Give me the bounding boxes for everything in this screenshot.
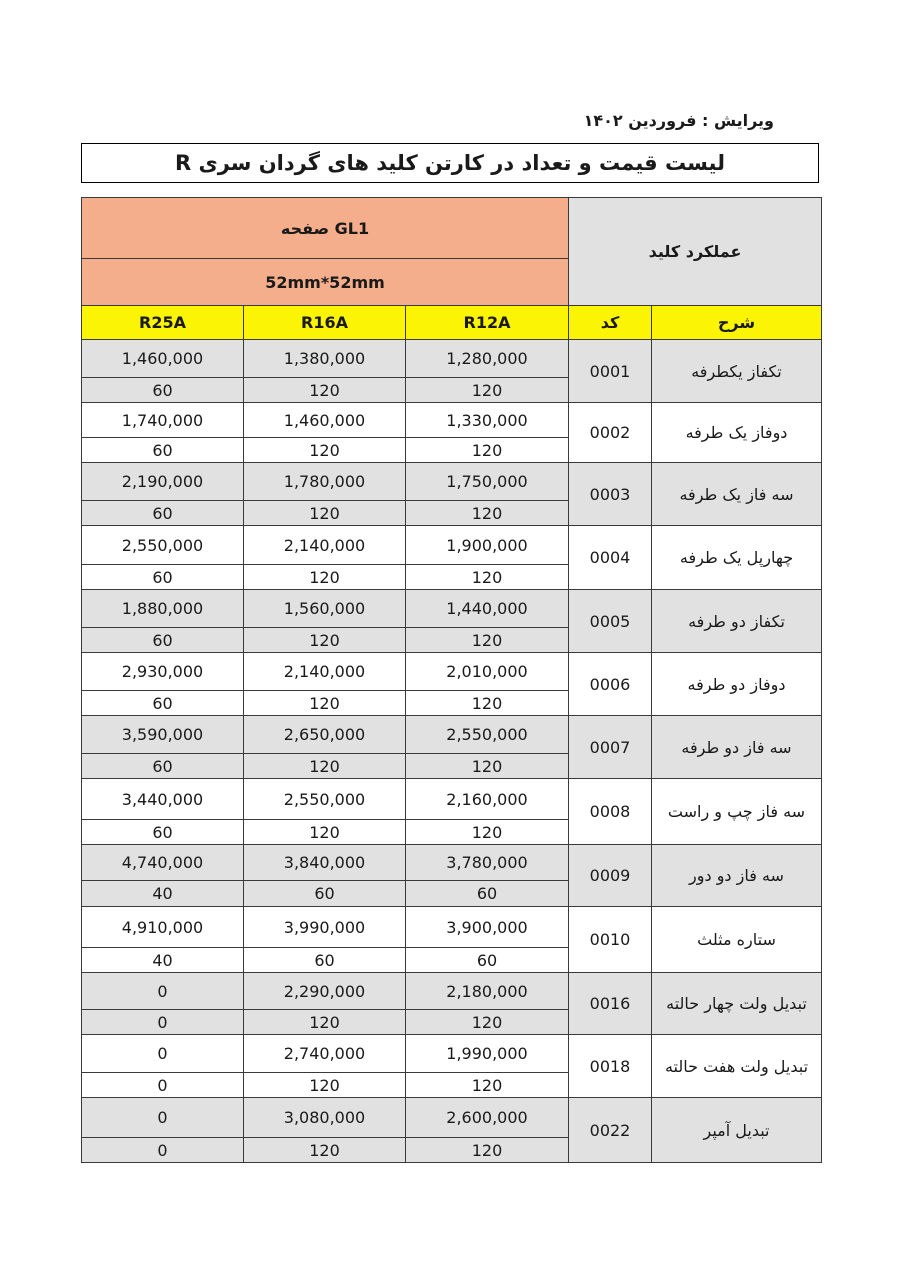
price-r25a: 1,740,000 xyxy=(82,403,244,438)
price-r16a: 1,560,000 xyxy=(244,590,406,628)
column-header-code: کد xyxy=(569,306,652,340)
page-title: لیست قیمت و تعداد در کارتن کلید های گردان سری R xyxy=(81,143,819,183)
qty-r25a: 60 xyxy=(82,820,244,845)
qty-r16a: 120 xyxy=(244,691,406,716)
price-r25a: 4,740,000 xyxy=(82,845,244,881)
table-row xyxy=(82,590,822,628)
qty-r16a: 120 xyxy=(244,628,406,653)
table-row xyxy=(82,845,822,881)
price-r25a: 0 xyxy=(82,1035,244,1073)
qty-r12a: 120 xyxy=(406,501,569,526)
item-description: تبدیل ولت هفت حالته xyxy=(652,1035,822,1098)
price-r25a: 0 xyxy=(82,973,244,1010)
price-r12a: 1,280,000 xyxy=(406,340,569,378)
price-r16a: 2,740,000 xyxy=(244,1035,406,1073)
item-code: 0016 xyxy=(569,973,652,1035)
item-description: سه فاز یک طرفه xyxy=(652,463,822,526)
qty-r25a: 40 xyxy=(82,881,244,907)
price-r12a: 2,600,000 xyxy=(406,1098,569,1138)
qty-r12a: 120 xyxy=(406,1010,569,1035)
qty-r16a: 120 xyxy=(244,754,406,779)
price-r12a: 1,900,000 xyxy=(406,526,569,565)
price-r12a: 1,440,000 xyxy=(406,590,569,628)
item-code: 0008 xyxy=(569,779,652,845)
price-r16a: 2,140,000 xyxy=(244,653,406,691)
item-description: تبدیل آمپر xyxy=(652,1098,822,1163)
price-r16a: 2,290,000 xyxy=(244,973,406,1010)
price-r12a: 3,900,000 xyxy=(406,907,569,948)
qty-r16a: 120 xyxy=(244,501,406,526)
item-description: سه فاز دو طرفه xyxy=(652,716,822,779)
qty-r25a: 60 xyxy=(82,691,244,716)
price-r16a: 1,460,000 xyxy=(244,403,406,438)
column-header-r25a: R25A xyxy=(82,306,244,340)
table-row xyxy=(82,463,822,501)
price-r25a: 3,440,000 xyxy=(82,779,244,820)
table-row xyxy=(82,1035,822,1073)
function-header: عملکرد کلید xyxy=(569,198,822,306)
qty-r12a: 120 xyxy=(406,754,569,779)
qty-r12a: 120 xyxy=(406,565,569,590)
table-row xyxy=(82,403,822,438)
price-r16a: 1,780,000 xyxy=(244,463,406,501)
qty-r25a: 0 xyxy=(82,1138,244,1163)
item-code: 0004 xyxy=(569,526,652,590)
item-description: سه فاز چپ و راست xyxy=(652,779,822,845)
item-code: 0003 xyxy=(569,463,652,526)
qty-r12a: 120 xyxy=(406,628,569,653)
price-r16a: 1,380,000 xyxy=(244,340,406,378)
item-code: 0018 xyxy=(569,1035,652,1098)
table-row xyxy=(82,716,822,754)
qty-r16a: 60 xyxy=(244,881,406,907)
item-code: 0002 xyxy=(569,403,652,463)
price-r12a: 1,990,000 xyxy=(406,1035,569,1073)
item-description: تکفاز دو طرفه xyxy=(652,590,822,653)
item-description: دوفاز یک طرفه xyxy=(652,403,822,463)
qty-r12a: 60 xyxy=(406,881,569,907)
price-r16a: 3,990,000 xyxy=(244,907,406,948)
qty-r12a: 60 xyxy=(406,948,569,973)
item-code: 0007 xyxy=(569,716,652,779)
qty-r16a: 120 xyxy=(244,1073,406,1098)
qty-r12a: 120 xyxy=(406,438,569,463)
qty-r12a: 120 xyxy=(406,691,569,716)
qty-r16a: 120 xyxy=(244,820,406,845)
item-code: 0005 xyxy=(569,590,652,653)
price-r25a: 1,880,000 xyxy=(82,590,244,628)
qty-r25a: 60 xyxy=(82,438,244,463)
size-label: 52mm*52mm xyxy=(82,259,569,306)
qty-r16a: 120 xyxy=(244,378,406,403)
table-row xyxy=(82,779,822,820)
column-header-description: شرح xyxy=(652,306,822,340)
table-row xyxy=(82,653,822,691)
price-r25a: 3,590,000 xyxy=(82,716,244,754)
price-r25a: 2,930,000 xyxy=(82,653,244,691)
qty-r12a: 120 xyxy=(406,1073,569,1098)
item-code: 0001 xyxy=(569,340,652,403)
page-label: صفحه GL1 xyxy=(82,198,569,259)
qty-r16a: 120 xyxy=(244,565,406,590)
price-r12a: 3,780,000 xyxy=(406,845,569,881)
item-description: تکفاز یکطرفه xyxy=(652,340,822,403)
item-description: سه فاز دو دور xyxy=(652,845,822,907)
item-description: دوفاز دو طرفه xyxy=(652,653,822,716)
qty-r25a: 60 xyxy=(82,501,244,526)
price-r25a: 0 xyxy=(82,1098,244,1138)
item-description: تبدیل ولت چهار حالته xyxy=(652,973,822,1035)
price-r12a: 2,180,000 xyxy=(406,973,569,1010)
qty-r12a: 120 xyxy=(406,378,569,403)
price-table xyxy=(81,197,822,1163)
price-r12a: 2,160,000 xyxy=(406,779,569,820)
table-row xyxy=(82,1098,822,1138)
qty-r25a: 60 xyxy=(82,754,244,779)
table-row xyxy=(82,973,822,1010)
qty-r25a: 0 xyxy=(82,1073,244,1098)
qty-r12a: 120 xyxy=(406,820,569,845)
item-code: 0022 xyxy=(569,1098,652,1163)
table-row xyxy=(82,907,822,948)
edition-date: ویرایش : فروردین ۱۴۰۲ xyxy=(583,111,774,130)
qty-r25a: 60 xyxy=(82,378,244,403)
price-r25a: 2,550,000 xyxy=(82,526,244,565)
table-row xyxy=(82,340,822,378)
qty-r16a: 120 xyxy=(244,1138,406,1163)
item-code: 0009 xyxy=(569,845,652,907)
qty-r12a: 120 xyxy=(406,1138,569,1163)
price-r12a: 1,750,000 xyxy=(406,463,569,501)
column-header-r16a: R16A xyxy=(244,306,406,340)
item-description: چهارپل یک طرفه xyxy=(652,526,822,590)
price-r25a: 1,460,000 xyxy=(82,340,244,378)
qty-r16a: 120 xyxy=(244,438,406,463)
price-r25a: 4,910,000 xyxy=(82,907,244,948)
qty-r25a: 60 xyxy=(82,565,244,590)
item-code: 0006 xyxy=(569,653,652,716)
column-header-r12a: R12A xyxy=(406,306,569,340)
item-code: 0010 xyxy=(569,907,652,973)
price-r16a: 2,140,000 xyxy=(244,526,406,565)
price-r12a: 1,330,000 xyxy=(406,403,569,438)
qty-r25a: 40 xyxy=(82,948,244,973)
qty-r16a: 120 xyxy=(244,1010,406,1035)
price-r16a: 3,080,000 xyxy=(244,1098,406,1138)
price-r12a: 2,010,000 xyxy=(406,653,569,691)
qty-r25a: 60 xyxy=(82,628,244,653)
table-row xyxy=(82,526,822,565)
qty-r16a: 60 xyxy=(244,948,406,973)
price-r16a: 2,550,000 xyxy=(244,779,406,820)
price-r12a: 2,550,000 xyxy=(406,716,569,754)
price-r16a: 3,840,000 xyxy=(244,845,406,881)
qty-r25a: 0 xyxy=(82,1010,244,1035)
price-r25a: 2,190,000 xyxy=(82,463,244,501)
price-r16a: 2,650,000 xyxy=(244,716,406,754)
item-description: ستاره مثلث xyxy=(652,907,822,973)
